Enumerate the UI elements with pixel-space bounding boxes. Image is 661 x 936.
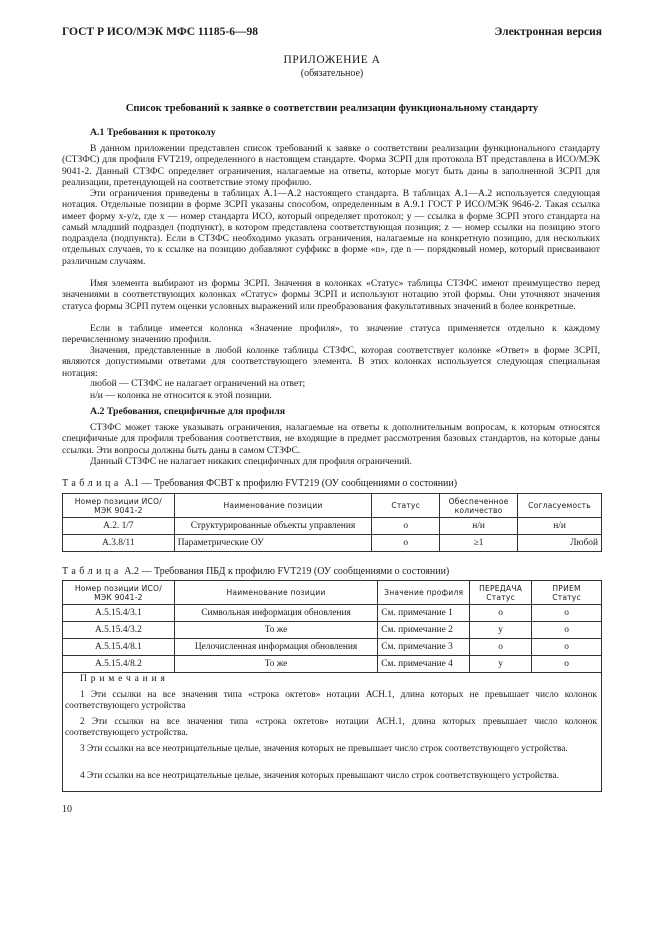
table1-caption-word: Таблица <box>62 478 122 489</box>
table-cell: То же <box>174 656 378 673</box>
appendix-title: ПРИЛОЖЕНИЕ А <box>283 54 381 66</box>
notation-item: любой — СТЗФС не налагает ограничений на ответ; <box>90 378 306 389</box>
table1-col-header: Наименование позиции <box>174 494 372 518</box>
group-header-bottom: Статус <box>552 592 581 602</box>
edition-label: Электронная версия <box>494 26 602 38</box>
table-cell: Параметрические ОУ <box>174 535 372 552</box>
table-cell: у <box>470 622 532 639</box>
a2-paragraph: Данный СТЗФС не налагает никаких специфичных для профиля ограничений. <box>90 456 412 467</box>
note-item: 1 Эти ссылки на все значения типа «строка октетов» нотации АСН.1, длина которых не превышает число колонок соответствующего устройства <box>65 690 597 712</box>
table-cell: А.5.15.4/8.1 <box>63 639 175 656</box>
table-cell: А.5.15.4/3.1 <box>63 605 175 622</box>
group-header-bottom: Статус <box>486 592 515 602</box>
table-cell: См. примечание 2 <box>378 622 470 639</box>
table1-caption <box>62 478 457 489</box>
table2-header-row <box>63 581 602 605</box>
table-cell: Любой <box>518 535 602 552</box>
table-cell: А.3.8/11 <box>63 535 175 552</box>
table-cell: о <box>470 605 532 622</box>
a1-paragraph: Если в таблице имеется колонка «Значение профиля», то значение статуса применяется отдельно к каждому перечисленному значению профиля. <box>62 323 600 346</box>
a2-paragraph: СТЗФС может также указывать ограничения, налагаемые на ответы к дополнительным вопросам, к которым относятся специфичные для профиля требования соответствия, не входящие в предмет рассмотрения базовых стандартов, на которые даны ссылки. Эти вопросы должны быть даны в самом СТЗФС. <box>62 422 600 456</box>
table1-caption-text: А.1 — Требования ФСВТ к профилю FVT219 (ОУ сообщениями о состоянии) <box>124 478 458 489</box>
table-cell: ≥1 <box>440 535 518 552</box>
table-row <box>63 639 602 656</box>
table1-col-header: Статус <box>372 494 440 518</box>
page-number: 10 <box>62 804 72 815</box>
table2-group-header <box>470 581 532 605</box>
table-cell: См. примечание 3 <box>378 639 470 656</box>
table1-col-header: Согласуемость <box>518 494 602 518</box>
table-cell: о <box>532 622 602 639</box>
group-header-top: ПЕРЕДАЧА <box>479 583 523 593</box>
table1-header-row <box>63 494 602 518</box>
table-cell: То же <box>174 622 378 639</box>
table1-col-header: Обеспеченное количество <box>440 494 518 518</box>
table-row <box>63 622 602 639</box>
table-cell: н/и <box>518 518 602 535</box>
appendix-subtitle: (обязательное) <box>300 68 364 79</box>
table-cell: См. примечание 1 <box>378 605 470 622</box>
table-cell: о <box>532 639 602 656</box>
table-cell: Структурированные объекты управления <box>174 518 372 535</box>
table-cell: Целочисленная информация обновления <box>174 639 378 656</box>
section-a2-title: А.2 Требования, специфичные для профиля <box>90 406 286 417</box>
table-cell: А.2. 1/7 <box>63 518 175 535</box>
table2 <box>62 580 602 673</box>
table2-caption-text: А.2 — Требования ПБД к профилю FVT219 (ОУ сообщениями о состоянии) <box>124 566 450 577</box>
main-heading: Список требований к заявке о соответствии реализации функциональному стандарту <box>125 103 539 114</box>
standard-designation: ГОСТ Р ИСО/МЭК МФС 11185-6—98 <box>62 26 258 38</box>
notation-item: н/и — колонка не относится к этой позиции. <box>90 390 272 401</box>
table1-col-header: Номер позиции ИСО/МЭК 9041-2 <box>63 494 175 518</box>
table-row <box>63 518 602 535</box>
a1-paragraph: В данном приложении представлен список требований к заявке о соответствии реализации функционального стандарту (СТЗФС) для профиля FVT219, определенного в настоящем стандарте. Форма ЗСРП для протокола ВТ представлена в ИСО/МЭК 9041-2. Данный СТЗФС определяет ограничения, налагаемые на ответы, которые могут быть даны в заполненной ЗСРП для реализации, претендующей на соответствие этому профилю. <box>62 143 600 188</box>
table-cell: н/и <box>440 518 518 535</box>
table-cell: у <box>470 656 532 673</box>
notes-title: Примечания <box>80 673 169 684</box>
section-a1-title: А.1 Требования к протоколу <box>90 127 216 138</box>
table-cell: о <box>532 605 602 622</box>
table-row <box>63 605 602 622</box>
note-item: 4 Эти ссылки на все неотрицательные целые, значения которых превышают число строк соответствующего устройства. <box>80 771 559 781</box>
note-item: 3 Эти ссылки на все неотрицательные целые, значения которых не превышает число строк соответствующего устройства. <box>80 744 568 754</box>
table-cell: А.5.15.4/8.2 <box>63 656 175 673</box>
table2-caption <box>62 566 449 577</box>
table-cell: См. примечание 4 <box>378 656 470 673</box>
table-row <box>63 535 602 552</box>
note-item: 2 Эти ссылки на все значения типа «строка октетов» нотации АСН.1, длина которых превышает число колонок соответствующего устройства. <box>65 717 597 739</box>
table2-col-header: Наименование позиции <box>174 581 378 605</box>
table2-col-header: Номер позиции ИСО/МЭК 9041-2 <box>63 581 175 605</box>
a1-paragraph: Значения, представленные в любой колонке таблицы СТЗФС, которая соответствует колонке «Ответ» в форме ЗСРП, являются допустимыми ответами для соответствующего элемента. В этих колонках используется следующая специальная нотация: <box>62 345 600 379</box>
table2-group-header <box>532 581 602 605</box>
table1 <box>62 493 602 552</box>
table-cell: о <box>470 639 532 656</box>
table-cell: о <box>372 535 440 552</box>
table2-caption-word: Таблица <box>62 566 122 577</box>
table-cell: Символьная информация обновления <box>174 605 378 622</box>
table-cell: о <box>372 518 440 535</box>
table-cell: о <box>532 656 602 673</box>
a1-paragraph: Эти ограничения приведены в таблицах А.1—А.2 настоящего стандарта. В таблицах А.1—А.2 используется следующая нотация. Отдельные позиции в форме ЗСРП указаны способом, определенным в А.9.1 ГОСТ Р ИСО/МЭК 9646-2. Такая ссылка имеет форму x-y/z, где x — номер стандарта ИСО, который определяет протокол; y — ссылка в форме ЗСРП этого стандарта на самый младший подраздел (подпункт), в котором представлена соответствующая позиция; z — номер ссылки на позицию этого подраздела (подпункта). Если в СТЗФС необходимо указать ограничения, налагаемые на конкретную позицию, для нескольких отдельных случаев, то к ссылке на позицию добавляют суффикс в форме «n», где n — порядковый номер, который присваивают различным случаям. <box>62 188 600 267</box>
a1-paragraph: Имя элемента выбирают из формы ЗСРП. Значения в колонках «Статус» таблицы СТЗФС имеют преимущество перед значениями в соответствующих колонках «Статус» формы ЗСРП и используют нотацию этой формы. Они уточняют значения статуса формы ЗСРП путем оценки условных выражений или преобразования факультативных значений в более конкретные. <box>62 278 600 312</box>
group-header-top: ПРИЕМ <box>552 583 581 593</box>
table-cell: А.5.15.4/3.2 <box>63 622 175 639</box>
table2-col-header: Значение профиля <box>378 581 470 605</box>
